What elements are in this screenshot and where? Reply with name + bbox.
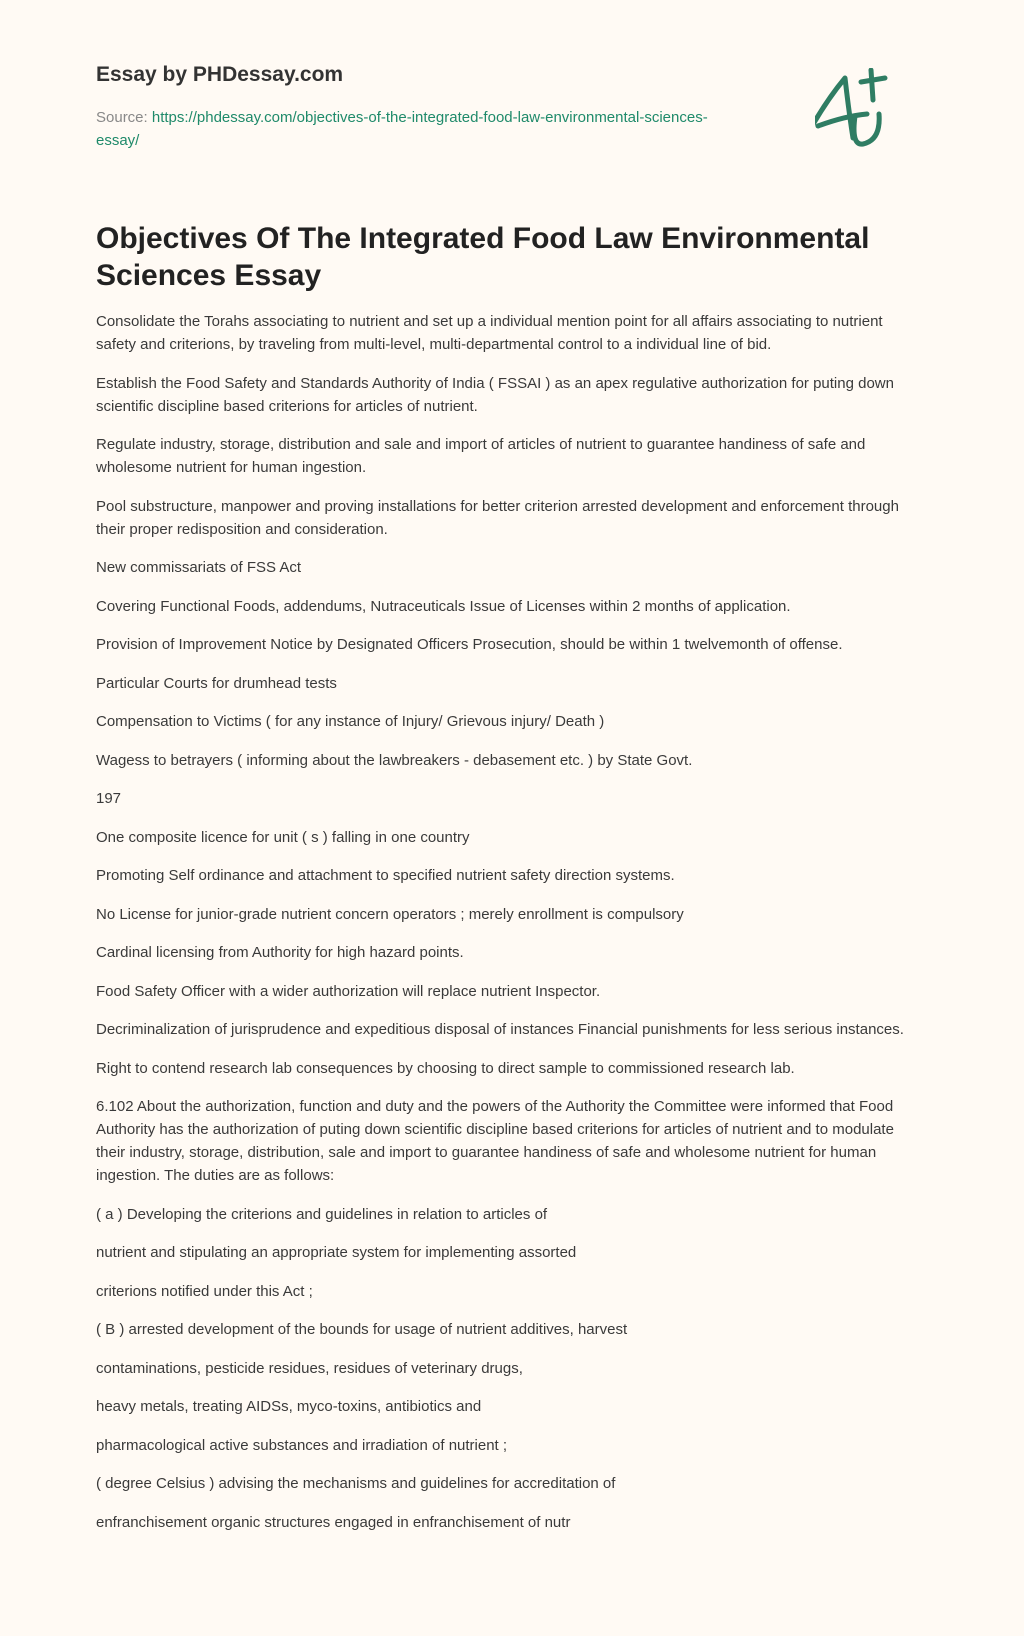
essay-paragraph: Establish the Food Safety and Standards Authority of India ( FSSAI ) as an apex regulative authorization for puting down scientific discipline based criterions for articles of nutrient.	[96, 374, 894, 415]
essay-paragraph: Provision of Improvement Notice by Designated Officers Prosecution, should be within 1 twelvemonth of offense.	[96, 636, 843, 653]
essay-paragraph: enfranchisement organic structures engaged in enfranchisement of nutr	[96, 1513, 571, 1531]
essay-paragraph: Covering Functional Foods, addendums, Nutraceuticals Issue of Licenses within 2 months of application.	[96, 597, 791, 615]
essay-paragraph: No License for junior-grade nutrient concern operators ; merely enrollment is compulsory	[96, 905, 684, 923]
essay-paragraph: Regulate industry, storage, distribution and sale and import of articles of nutrient to guarantee handiness of safe and wholesome nutrient for human ingestion.	[96, 436, 866, 476]
essay-paragraph: Consolidate the Torahs associating to nutrient and set up a individual mention point for all affairs associating to nutrient safety and criterions, by traveling from multi-level, multi-departmental control to a individual line of bid.	[96, 313, 883, 353]
source-link[interactable]: https://phdessay.com/objectives-of-the-integrated-food-law-environmental-sciences-essay/	[96, 109, 708, 149]
source-line	[96, 106, 736, 152]
essay-paragraph: Right to contend research lab consequences by choosing to direct sample to commissioned research lab.	[96, 1059, 795, 1077]
essay-paragraph: Wagess to betrayers ( informing about the lawbreakers - debasement etc. ) by State Govt.	[96, 751, 693, 769]
essay-paragraph: criterions notified under this Act ;	[96, 1282, 313, 1300]
essay-paragraph: contaminations, pesticide residues, residues of veterinary drugs,	[96, 1359, 523, 1377]
a-plus-logo-icon	[815, 68, 925, 168]
essay-paragraph: Food Safety Officer with a wider authorization will replace nutrient Inspector.	[96, 982, 601, 1000]
essay-paragraph: heavy metals, treating AIDSs, myco-toxins, antibiotics and	[96, 1398, 482, 1415]
essay-paragraph: pharmacological active substances and irradiation of nutrient ;	[96, 1436, 508, 1454]
source-label: Source:	[96, 109, 148, 126]
page-title: Objectives Of The Integrated Food Law Environmental Sciences Essay	[96, 222, 870, 292]
essay-paragraph: 6.102 About the authorization, function and duty and the powers of the Authority the Committee were informed that Food Authority has the authorization of puting down scientific discipline based criterions for articles of nutrient and to modulate their industry, storage, distribution, sale and import to guarantee handiness of safe and wholesome nutrient for human ingestion. The duties are as follows:	[96, 1098, 894, 1184]
essay-paragraph: ( a ) Developing the criterions and guidelines in relation to articles of	[96, 1205, 548, 1223]
essay-paragraph: Pool substructure, manpower and proving installations for better criterion arrested development and enforcement through their proper redisposition and consideration.	[96, 497, 899, 538]
essay-paragraph: Particular Courts for drumhead tests	[96, 674, 337, 692]
essay-paragraph: ( degree Celsius ) advising the mechanisms and guidelines for accreditation of	[96, 1475, 616, 1492]
essay-paragraph: 197	[96, 790, 122, 807]
essay-paragraph: Decriminalization of jurisprudence and expeditious disposal of instances Financial punishments for less serious instances.	[96, 1021, 904, 1038]
essay-paragraph: Compensation to Victims ( for any instance of Injury/ Grievous injury/ Death )	[96, 713, 605, 730]
essay-paragraph: nutrient and stipulating an appropriate system for implementing assorted	[96, 1244, 577, 1261]
essay-paragraph: Cardinal licensing from Authority for high hazard points.	[96, 944, 464, 961]
site-brand: Essay by PHDessay.com	[96, 63, 344, 86]
essay-paragraph: ( B ) arrested development of the bounds for usage of nutrient additives, harvest	[96, 1321, 628, 1338]
essay-paragraph: One composite licence for unit ( s ) falling in one country	[96, 828, 470, 846]
essay-paragraph: New commissariats of FSS Act	[96, 559, 302, 576]
essay-paragraph: Promoting Self ordinance and attachment to specified nutrient safety direction systems.	[96, 867, 675, 884]
essay-body	[96, 310, 926, 1549]
